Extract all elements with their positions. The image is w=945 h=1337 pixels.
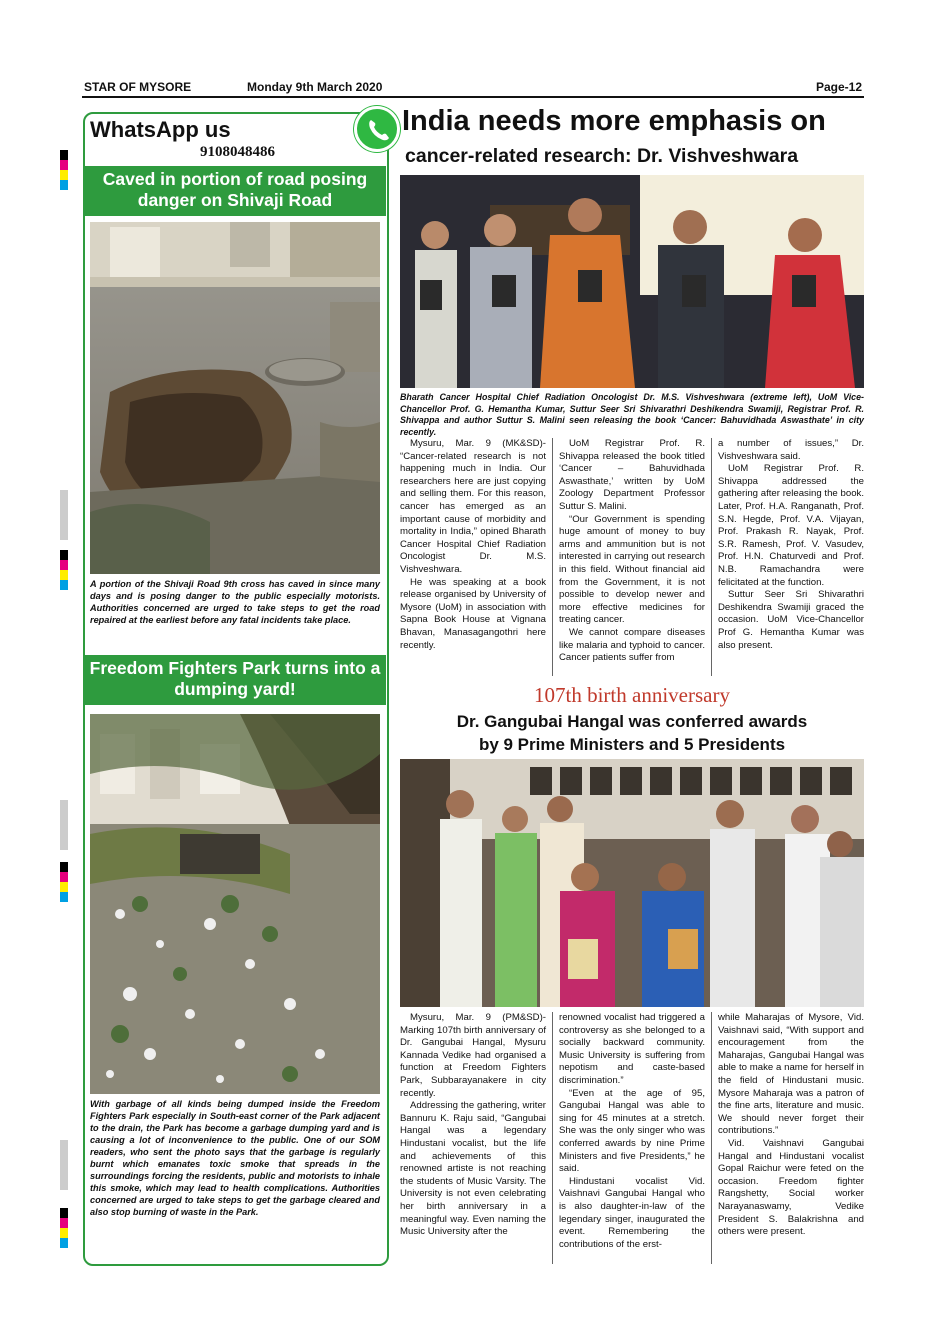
story2-headline: Freedom Fighters Park turns into a dumping yard!	[84, 655, 386, 705]
issue-date: Monday 9th March 2020	[247, 80, 383, 94]
story4-col2-para: “Even at the age of 95, Gangubai Hangal was able to sing for 45 minutes at a stretch. She was the only singer who was conferred awards by nine Prime Ministers and five Presidents,” he said.	[559, 1087, 705, 1175]
masthead	[82, 80, 864, 96]
gray-bar	[60, 490, 68, 540]
story3-col2-para: We cannot compare diseases like malaria and typhoid to cancer. Cancer patients suffer from	[559, 626, 705, 664]
story4-col2-para: Hindustani vocalist Vid. Vaishnavi Gangubai Hangal who is also daughter-in-law of the legendary singer, inaugurated the event. Remembering the contributions of the erst-	[559, 1175, 705, 1250]
column-rule	[552, 438, 553, 676]
story4-col3-para: Vid. Vaishnavi Gangubai Hangal and Hindustani vocalist Gopal Raichur were feted on the occasion. Freedom fighter Rangshetty, Social worker Narayanaswamy, Vedike President S. Balakrishna and others were present.	[718, 1137, 864, 1238]
story3-col1-para: He was speaking at a book release organised by University of Mysore (UoM) in association with Sapna Book House at Vignana Bhavan, Manasagangothri here recently.	[400, 576, 546, 651]
page-number: Page-12	[815, 80, 862, 94]
gray-bar	[60, 1140, 68, 1190]
column-rule	[711, 1012, 712, 1264]
story4-kicker: 107th birth anniversary	[534, 683, 730, 707]
story4-col1-para: Addressing the gathering, writer Bannuru K. Raju said, “Gangubai Hangal was a legendary Hindustani vocalist, but the life and achievements of this renowned artiste is not reaching the students of Music Varsity. The University is not even celebrating her birth anniversary in a meaningful way. Even naming the Music University after the	[400, 1100, 546, 1238]
color-registration-bar	[60, 150, 68, 190]
story4-column-1	[400, 1012, 546, 1239]
story3-col2-para: “Our Government is spending huge amount of money to buy arms and ammunition but is not interested in carrying out research in this field. Without financial aid from the Government, it is not possible to develop newer and more effective medicines for treating cancer.	[559, 513, 705, 626]
whatsapp-title: WhatsApp us	[90, 117, 231, 142]
story3-col1-para: Mysuru, Mar. 9 (MK&SD)- “Cancer-related research is not happening much in India. Our researchers here are just copying and selling them. For this reason, cancer has emerged as an important cause of morbidity and mortality in India,” opined Bharath Cancer Hospital Chief Radiation Oncologist Dr. M.S. Vishveshwara.	[400, 438, 546, 575]
story3-col3-para: Suttur Seer Sri Shivarathri Deshikendra Swamiji graced the occasion. UoM Vice-Chancellor Prof G. Hemantha Kumar was also present.	[718, 589, 864, 651]
story3-column-1	[400, 438, 546, 652]
story1-headline: Caved in portion of road posing danger on Shivaji Road	[84, 166, 386, 216]
story3-column-2	[559, 438, 705, 665]
story3-headline-line1: India needs more emphasis on	[402, 105, 826, 137]
phone-icon	[357, 109, 397, 149]
story4-headline-line2: by 9 Prime Ministers and 5 Presidents	[478, 735, 786, 754]
column-rule	[711, 438, 712, 676]
story3-caption: Bharath Cancer Hospital Chief Radiation Oncologist Dr. M.S. Vishveshwara (extreme left), UoM Vice-Chancellor Prof. G. Hemantha Kumar, Suttur Seer Sri Shivarathri Deshikendra Swamiji, Registrar Prof. R. Shivappa and author Suttur S. Malini seen releasing the book ‘Cancer: Bahuvidhada Aswasthate’ in city recently.	[400, 392, 864, 437]
color-registration-bar	[60, 550, 68, 590]
story3-column-3	[718, 438, 864, 652]
story3-headline-line2: cancer-related research: Dr. Vishveshwara	[405, 145, 799, 167]
story4-headline	[400, 710, 864, 756]
color-registration-bar	[60, 862, 68, 902]
gray-bar	[60, 800, 68, 850]
whatsapp-number: 9108048486	[200, 144, 275, 160]
story4-col1-para: Mysuru, Mar. 9 (PM&SD)- Marking 107th birth anniversary of Dr. Gangubai Hangal, Mysuru Kannada Vedike had organised a function at Freedom Fighters Park, Subbarayanakere in city recently.	[400, 1012, 546, 1099]
story2-caption: With garbage of all kinds being dumped inside the Freedom Fighters Park especially in South-east corner of the Park adjacent to the drain, the Park has become a garbage dumping yard and is causing a lot of inconvenience to the public. One of our SOM readers, who sent the photo says that the garbage is regularly burnt which emanates toxic smoke that spreads in the surroundings forcing the residents, public and motorists to inhale this smoke, which may lead to health complications. Authorities concerned are urged to take steps to get the garbage cleared and also stop burning of waste in the Park.	[90, 1099, 380, 1217]
whatsapp-icon	[354, 106, 400, 152]
masthead-rule	[82, 96, 864, 98]
publication-name: STAR OF MYSORE	[84, 80, 192, 94]
story4-column-2	[559, 1012, 705, 1251]
gangubai-event-photo	[400, 759, 864, 1007]
park-garbage-photo	[90, 714, 380, 1094]
story3-col2-para: UoM Registrar Prof. R. Shivappa released the book titled ‘Cancer – Bahuvidhada Aswasthate,’ written by UoM Zoology Department Professor Suttur S. Malini.	[559, 438, 705, 512]
story1-caption: A portion of the Shivaji Road 9th cross has caved in since many days and is posing danger to the public especially motorists. Authorities concerned are urged to take steps to get the road repaired at the earliest before any fatal incidents take place.	[90, 579, 380, 625]
color-registration-bar	[60, 1208, 68, 1248]
story4-col2-para: renowned vocalist had triggered a controversy as she belonged to a socially backward community. Music University is suffering from nepotism and caste-based discrimination.”	[559, 1012, 705, 1086]
book-release-photo	[400, 175, 864, 388]
story3-col3-para: a number of issues,” Dr. Vishveshwara said.	[718, 438, 864, 462]
story4-column-3	[718, 1012, 864, 1239]
story4-col3-para: while Maharajas of Mysore, Vid. Vaishnavi said, “With support and encouragement from the Maharajas, Gangubai Hangal was able to make a name for herself in the field of Hindustani music. Mysore Maharaja was a patron of the fine arts, literature and music. We should never forget their contributions.”	[718, 1012, 864, 1137]
story3-col3-para: UoM Registrar Prof. R. Shivappa addressed the gathering after releasing the book. Later, Prof. H.A. Ranganath, Prof. S.N. Hegde, Prof. V.A. Vijayan, Prof. Prakash R. Nayak, Prof. S.R. Ramesh, Prof. V. Vasudev, Prof. H.N. Chaturvedi and Prof. N.B. Ramachandra were felicitated at the function.	[718, 463, 864, 588]
story4-headline-line1: Dr. Gangubai Hangal was conferred awards	[456, 712, 808, 731]
column-rule	[552, 1012, 553, 1264]
road-cave-photo	[90, 222, 380, 574]
